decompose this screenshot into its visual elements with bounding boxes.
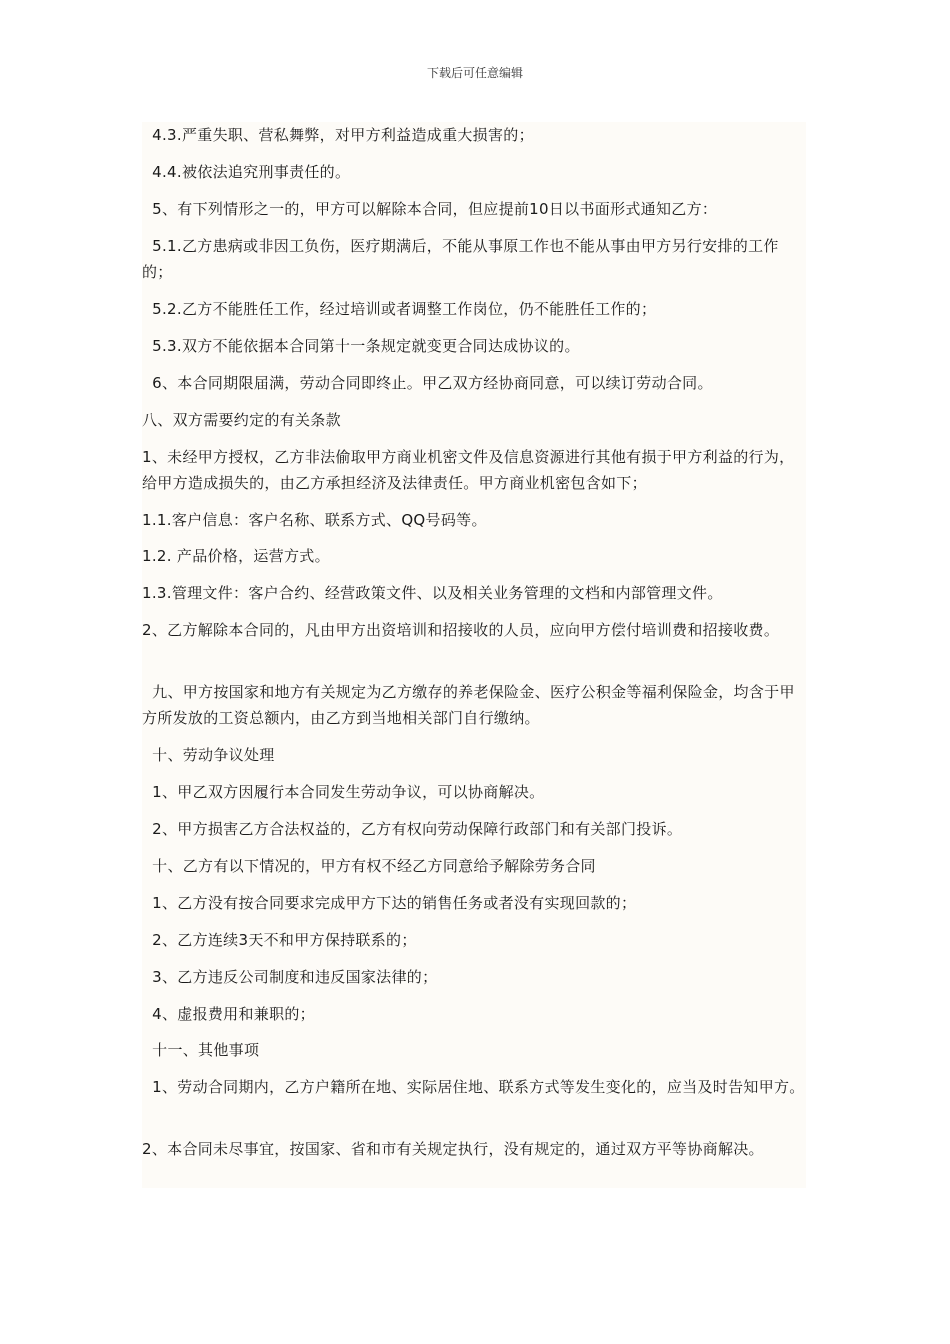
clause-5-3: 5.3.双方不能依据本合同第十一条规定就变更合同达成协议的。 bbox=[142, 337, 580, 355]
section-8-item-1-2: 1.2. 产品价格，运营方式。 bbox=[142, 547, 330, 565]
termination-heading: 十、乙方有以下情况的，甲方有权不经乙方同意给予解除劳务合同 bbox=[142, 857, 596, 875]
section-9: 九、甲方按国家和地方有关规定为乙方缴存的养老保险金、医疗公积金等福利保险金，均含于甲方所发放的工资总额内，由乙方到当地相关部门自行缴纳。 bbox=[142, 683, 795, 727]
section-11-item-1: 1、劳动合同期内，乙方户籍所在地、实际居住地、联系方式等发生变化的，应当及时告知甲方。 bbox=[142, 1078, 805, 1096]
section-8-item-1-3: 1.3.管理文件：客户合约、经营政策文件、以及相关业务管理的文档和内部管理文件。 bbox=[142, 584, 723, 602]
section-8-item-1: 1、未经甲方授权，乙方非法偷取甲方商业机密文件及信息资源进行其他有损于甲方利益的行为，给甲方造成损失的，由乙方承担经济及法律责任。甲方商业机密包含如下； bbox=[142, 448, 795, 492]
termination-item-2: 2、乙方连续3天不和甲方保持联系的； bbox=[142, 931, 417, 949]
termination-item-4: 4、虚报费用和兼职的； bbox=[142, 1005, 315, 1023]
clause-4-4: 4.4.被依法追究刑事责任的。 bbox=[142, 163, 351, 181]
section-10-item-1: 1、甲乙双方因履行本合同发生劳动争议，可以协商解决。 bbox=[142, 783, 545, 801]
document-body bbox=[142, 122, 806, 1188]
section-11-heading: 十一、其他事项 bbox=[142, 1041, 260, 1059]
clause-5-1: 5.1.乙方患病或非因工负伤，医疗期满后，不能从事原工作也不能从事由甲方另行安排的工作的； bbox=[142, 237, 779, 281]
section-10-heading: 十、劳动争议处理 bbox=[142, 746, 275, 764]
clause-5: 5、有下列情形之一的，甲方可以解除本合同，但应提前10日以书面形式通知乙方： bbox=[142, 200, 718, 218]
termination-item-3: 3、乙方违反公司制度和违反国家法律的； bbox=[142, 968, 438, 986]
clause-6: 6、本合同期限届满，劳动合同即终止。甲乙双方经协商同意，可以续订劳动合同。 bbox=[142, 374, 713, 392]
section-10-item-2: 2、甲方损害乙方合法权益的，乙方有权向劳动保障行政部门和有关部门投诉。 bbox=[142, 820, 683, 838]
section-8-item-1-1: 1.1.客户信息：客户名称、联系方式、QQ号码等。 bbox=[142, 511, 487, 529]
clause-5-2: 5.2.乙方不能胜任工作，经过培训或者调整工作岗位，仍不能胜任工作的； bbox=[142, 300, 657, 318]
section-8-heading: 八、双方需要约定的有关条款 bbox=[142, 411, 341, 429]
clause-4-3: 4.3.严重失职、营私舞弊，对甲方利益造成重大损害的； bbox=[142, 126, 534, 144]
section-8-item-2: 2、乙方解除本合同的，凡由甲方出资培训和招接收的人员，应向甲方偿付培训费和招接收费。 bbox=[142, 621, 780, 639]
page-header-note: 下载后可任意编辑 bbox=[426, 66, 523, 80]
section-11-item-2: 2、本合同未尽事宜，按国家、省和市有关规定执行，没有规定的，通过双方平等协商解决。 bbox=[142, 1140, 764, 1158]
termination-item-1: 1、乙方没有按合同要求完成甲方下达的销售任务或者没有实现回款的； bbox=[142, 894, 637, 912]
